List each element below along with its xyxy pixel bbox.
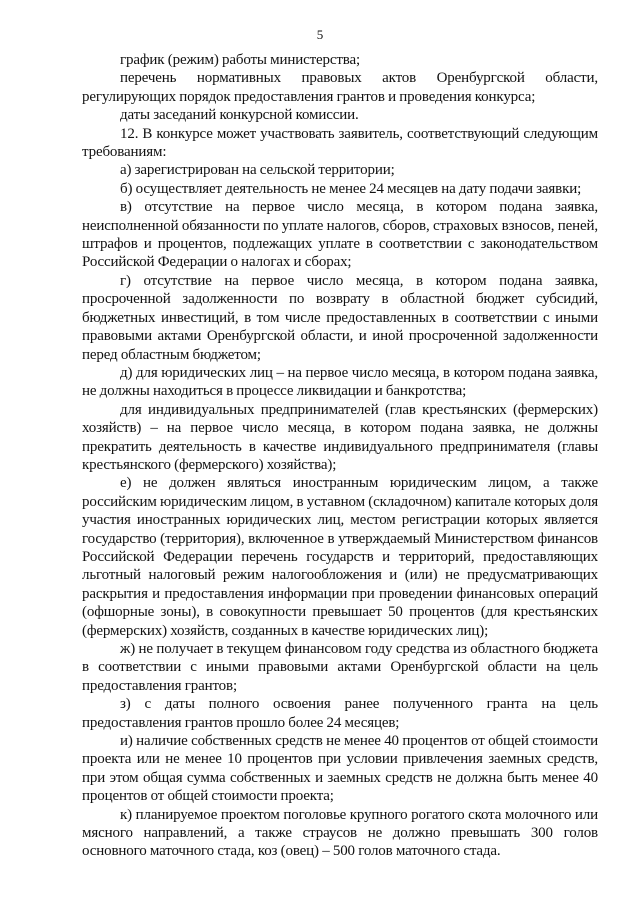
paragraph-requirement-d: д) для юридических лиц – на первое число месяца, в котором подана заявка, не должны находиться в процессе ликвидации и банкротства;	[82, 364, 598, 400]
paragraph-requirement-d-individuals: для индивидуальных предпринимателей (глав крестьянских (фермерских) хозяйств) – на первое число месяца, в котором подана заявка, не должны прекратить деятельность в качестве индивидуального предпринимателя (главы крестьянского (фермерского) хозяйства);	[82, 401, 598, 473]
paragraph-requirement-z: з) с даты полного освоения ранее полученного гранта на цель предоставления грантов прошло более 24 месяцев;	[82, 696, 598, 731]
paragraph-requirement-v: в) отсутствие на первое число месяца, в котором подана заявка, неисполненной обязанности по уплате налогов, сборов, страховых взносов, пеней, штрафов и процентов, подлежащих уплате в соответствии с законодательством Российской Федерации о налогах и сборах;	[82, 199, 598, 271]
document-body	[82, 51, 598, 861]
paragraph-requirement-k: к) планируемое проектом поголовье крупного рогатого скота молочного или мясного направлений, а также страусов не должно превышать 300 голов основного маточного стада, коз (овец) – 500 голов маточного стада.	[82, 806, 598, 860]
paragraph-requirement-g: г) отсутствие на первое число месяца, в котором подана заявка, просроченной задолженности по возврату в областной бюджет субсидий, бюджетных инвестиций, в том числе предоставленных в соответствии с иными правовыми актами Оренбургской области, и иной просроченной задолженности перед областным бюджетом;	[82, 272, 598, 363]
paragraph-requirement-b: б) осуществляет деятельность не менее 24 месяцев на дату подачи заявки;	[120, 180, 582, 197]
page-number: 5	[316, 27, 324, 42]
paragraph-requirement-i: и) наличие собственных средств не менее 40 процентов от общей стоимости проекта или не менее 10 процентов при условии привлечения заемных средств, при этом общая сумма собственных и заемных средств не должна быть менее 40 процентов от общей стоимости проекта;	[82, 733, 598, 805]
paragraph-clause-12: 12. В конкурсе может участвовать заявитель, соответствующий следующим требованиям:	[82, 125, 598, 161]
paragraph-legal-acts-list: перечень нормативных правовых актов Оренбургской области, регулирующих порядок предоставления грантов и проведения конкурса;	[82, 70, 598, 105]
paragraph-requirement-a: а) зарегистрирован на сельской территории;	[120, 162, 395, 179]
paragraph-commission-dates: даты заседаний конкурсной комиссии.	[120, 107, 359, 124]
paragraph-schedule: график (режим) работы министерства;	[120, 52, 361, 68]
paragraph-requirement-zh: ж) не получает в текущем финансовом году средства из областного бюджета в соответствии с иными правовыми актами Оренбургской области на цель предоставления грантов;	[82, 641, 598, 694]
paragraph-requirement-e: е) не должен являться иностранным юридическим лицом, а также российским юридическим лицом, в уставном (складочном) капитале которых доля участия иностранных юридических лиц, местом регистрации которых является государство (территория), включенное в утверждаемый Министерством финансов Российской Федерации перечень государств и территорий, предоставляющих льготный налоговый режим налогообложения и (или) не предусматривающих раскрытия и предоставления информации при проведении финансовых операций (офшорные зоны), в совокупности превышает 50 процентов (для крестьянских (фермерских) хозяйств, созданных в качестве юридических лиц);	[82, 475, 598, 639]
